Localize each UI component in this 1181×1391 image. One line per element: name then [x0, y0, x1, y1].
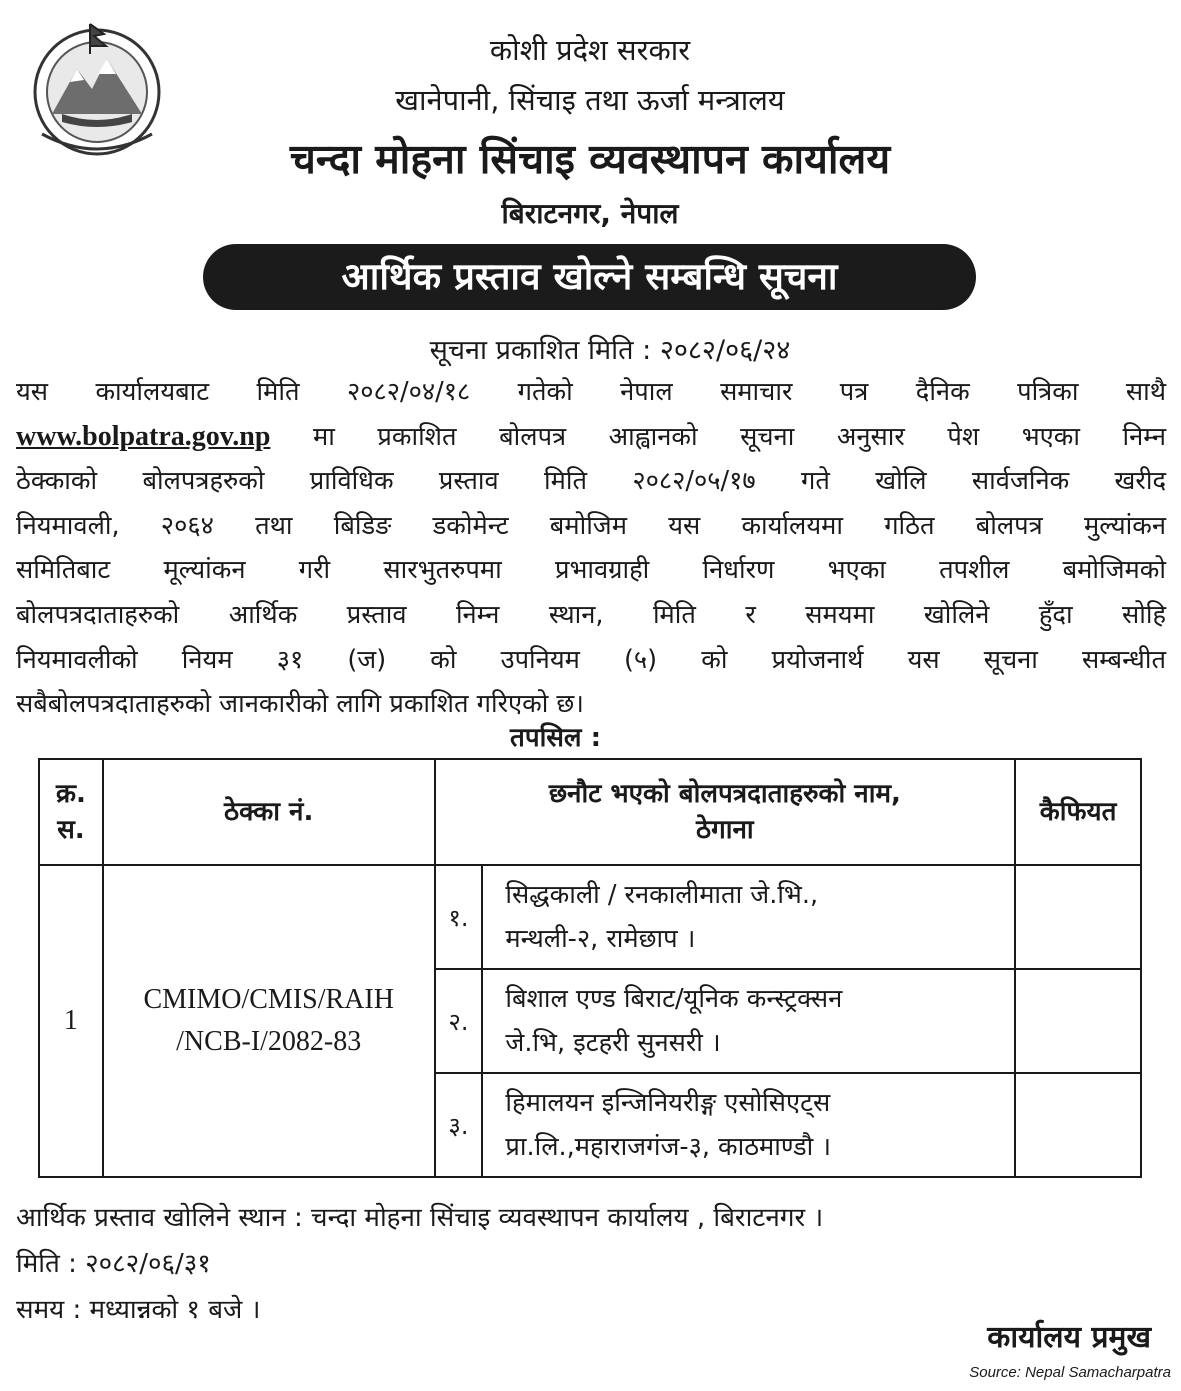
remarks-cell: [1015, 969, 1141, 1073]
bidder-name: हिमालयन इन्जिनियरीङ्ग एसोसिएट्स प्रा.लि.,महाराजगंज-३, काठमाण्डौ ।: [482, 1073, 1015, 1177]
contract-number: CMIMO/CMIS/RAIH /NCB-I/2082-83: [103, 865, 435, 1177]
table-header-row: [39, 759, 1141, 865]
office-name: चन्दा मोहना सिंचाइ व्यवस्थापन कार्यालय: [289, 135, 891, 183]
publish-date: सूचना प्रकाशित मिति : २०८२/०६/२४: [429, 335, 791, 366]
schedule-heading: तपसिल :: [510, 723, 601, 753]
remarks-cell: [1015, 865, 1141, 969]
header-sn: क्र. स.: [39, 759, 103, 865]
bidders-table: [38, 758, 1142, 1178]
body-line: सबैबोलपत्रदाताहरुको जानकारीको लागि प्रकाशित गरिएको छ।: [16, 689, 584, 720]
bidder-name: सिद्धकाली / रनकालीमाता जे.भि., मन्थली-२, रामेछाप ।: [482, 865, 1015, 969]
office-chief-signature: कार्यालय प्रमुख: [987, 1320, 1151, 1355]
body-line: बोलपत्रदाताहरुको आर्थिक प्रस्ताव निम्न स्थान, मिति र समयमा खोलिने हुँदा सोहि: [16, 599, 1166, 630]
province-government: कोशी प्रदेश सरकार: [489, 33, 691, 67]
header-remarks: कैफियत: [1015, 759, 1141, 865]
opening-venue: आर्थिक प्रस्ताव खोलिने स्थान : चन्दा मोहना सिंचाइ व्यवस्थापन कार्यालय , बिराटनगर ।: [16, 1203, 824, 1233]
ministry-name: खानेपानी, सिंचाइ तथा ऊर्जा मन्त्रालय: [395, 83, 785, 117]
bidder-index: ३.: [435, 1073, 483, 1177]
bidder-index: २.: [435, 969, 483, 1073]
header-contract: ठेक्का नं.: [103, 759, 435, 865]
notice-title: आर्थिक प्रस्ताव खोल्ने सम्बन्धि सूचना: [203, 244, 976, 310]
header-bidders: छनौट भएको बोलपत्रदाताहरुको नाम, ठेगाना: [435, 759, 1016, 865]
row-sn: 1: [39, 865, 103, 1177]
government-emblem-icon: [22, 14, 172, 164]
body-line: समितिबाट मूल्यांकन गरी सारभुतरुपमा प्रभावग्राही निर्धारण भएका तपशील बमोजिमको: [16, 555, 1166, 586]
body-line: ठेक्काको बोलपत्रहरुको प्राविधिक प्रस्ताव मिति २०८२/०५/१७ गते खोलि सार्वजनिक खरीद: [16, 466, 1166, 497]
notice-body: [16, 370, 1166, 727]
bidder-name: बिशाल एण्ड बिराट/यूनिक कन्स्ट्रक्सन जे.भि, इटहरी सुनसरी ।: [482, 969, 1015, 1073]
bidder-index: १.: [435, 865, 483, 969]
bolpatra-link[interactable]: www.bolpatra.gov.np: [16, 420, 271, 452]
table-row: [39, 865, 1141, 969]
opening-date: मिति : २०८२/०६/३१: [16, 1249, 211, 1279]
source-credit: Source: Nepal Samacharpatra: [969, 1364, 1171, 1381]
office-location: बिराटनगर, नेपाल: [501, 197, 679, 230]
body-line: यस कार्यालयबाट मिति २०८२/०४/१८ गतेको नेपाल समाचार पत्र दैनिक पत्रिका साथै: [16, 377, 1166, 407]
body-line: नियमावली, २०६४ तथा बिडिङ डकोमेन्ट बमोजिम यस कार्यालयमा गठित बोलपत्र मुल्यांकन: [16, 510, 1166, 541]
remarks-cell: [1015, 1073, 1141, 1177]
opening-time: समय : मध्यान्नको १ बजे ।: [16, 1295, 261, 1325]
body-line-text: मा प्रकाशित बोलपत्र आह्वानको सूचना अनुसार पेश भएका निम्न: [270, 421, 1166, 452]
body-line: [16, 415, 1166, 460]
body-line: नियमावलीको नियम ३१ (ज) को उपनियम (५) को प्रयोजनार्थ यस सूचना सम्बन्धीत: [16, 644, 1166, 675]
